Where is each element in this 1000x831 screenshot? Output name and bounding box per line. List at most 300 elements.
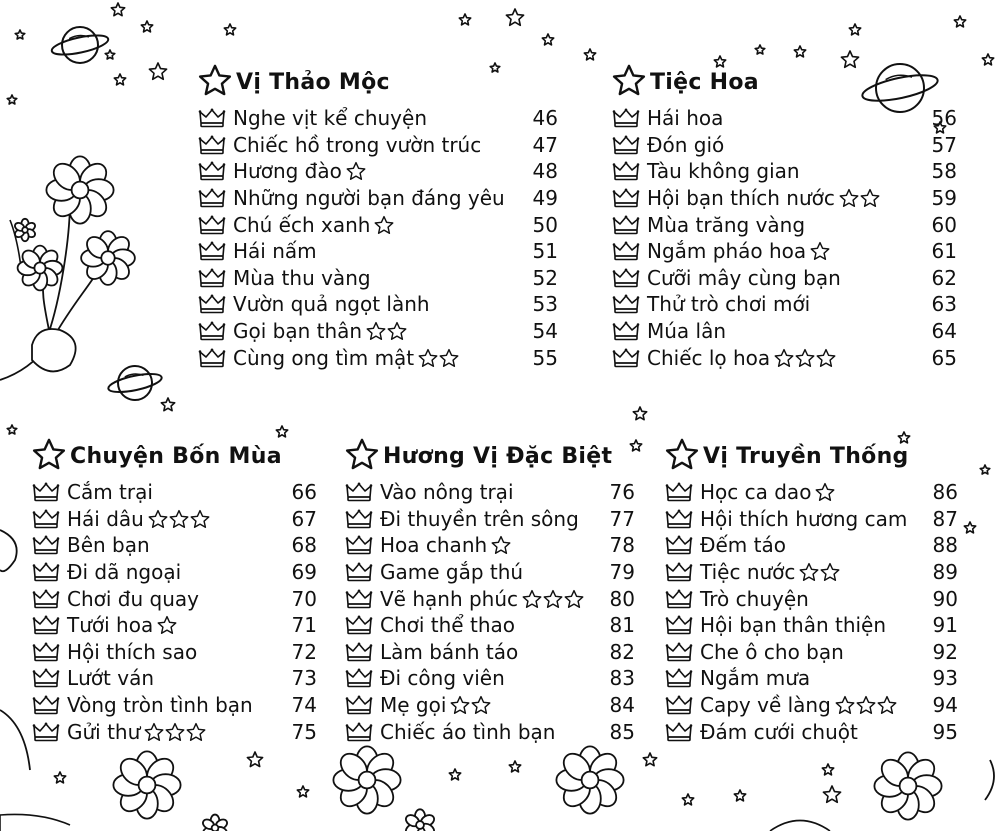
- difficulty-stars: [366, 321, 407, 341]
- crown-icon: [665, 695, 693, 715]
- crown-icon: [32, 695, 60, 715]
- star-icon: [734, 790, 745, 801]
- list-item[interactable]: [665, 479, 958, 506]
- page-number: 55: [532, 345, 558, 370]
- list-item[interactable]: [665, 665, 958, 692]
- list-item[interactable]: [198, 318, 558, 345]
- flower-icon: [18, 246, 63, 291]
- page-number: 87: [932, 506, 958, 531]
- item-title: Chơi đu quay: [67, 586, 199, 611]
- item-title: Nghe vịt kể chuyện: [233, 106, 427, 131]
- page-number: 90: [932, 586, 958, 611]
- star-icon: [169, 509, 189, 529]
- item-title: Những người bạn đáng yêu: [233, 186, 505, 211]
- list-item[interactable]: [345, 718, 635, 745]
- star-icon: [839, 188, 859, 208]
- item-title: Chơi thể thao: [380, 613, 515, 638]
- flower-icon: [81, 231, 135, 285]
- page-number: 57: [931, 132, 957, 157]
- bunny-outline: [0, 710, 30, 770]
- item-title: Đi công viên: [380, 666, 505, 691]
- list-item[interactable]: [665, 585, 958, 612]
- list-item[interactable]: [612, 105, 957, 132]
- list-item[interactable]: [345, 506, 635, 533]
- item-title: Vẽ hạnh phúc: [380, 586, 519, 611]
- list-item[interactable]: [32, 532, 317, 559]
- page-number: 88: [932, 533, 958, 558]
- page-number: 64: [931, 319, 957, 344]
- crown-icon: [32, 482, 60, 502]
- item-title: Hội bạn thân thiện: [700, 613, 887, 638]
- star-icon: [795, 348, 815, 368]
- page-number: 63: [931, 292, 957, 317]
- item-title: Đi thuyền trên sông: [380, 506, 579, 531]
- star-icon: [816, 348, 836, 368]
- star-icon: [823, 786, 840, 802]
- item-title: Gọi bạn thân: [233, 319, 363, 344]
- star-icon: [449, 769, 460, 780]
- star-icon: [643, 753, 656, 766]
- flower-icon: [46, 156, 113, 223]
- item-title: Hương đào: [233, 159, 342, 184]
- page-number: 91: [932, 613, 958, 638]
- item-title: Chú ếch xanh: [233, 212, 371, 237]
- page-number: 58: [931, 159, 957, 184]
- star-icon: [198, 63, 232, 97]
- list-item[interactable]: [345, 665, 635, 692]
- planet-icon: [107, 366, 163, 400]
- list-item[interactable]: [612, 291, 957, 318]
- star-icon: [982, 54, 993, 65]
- star-icon: [665, 437, 699, 475]
- crown-icon: [198, 348, 226, 368]
- item-title: Thử trò chơi mới: [647, 292, 811, 317]
- star-icon: [542, 34, 553, 45]
- item-title: Đi dã ngoại: [67, 560, 182, 585]
- page-number: 80: [609, 586, 635, 611]
- item-title: Bên bạn: [67, 533, 150, 558]
- star-icon: [111, 3, 124, 16]
- crown-icon: [345, 668, 373, 688]
- item-title: Vào nông trại: [380, 480, 514, 505]
- page-number: 82: [609, 639, 635, 664]
- crown-icon: [665, 562, 693, 582]
- list-item[interactable]: [612, 318, 957, 345]
- page-number: 50: [532, 212, 558, 237]
- list-item[interactable]: [32, 559, 317, 586]
- crown-icon: [612, 135, 640, 155]
- flower-icon: [201, 815, 229, 831]
- star-icon: [54, 772, 65, 783]
- item-list: [612, 105, 957, 371]
- star-icon: [522, 589, 542, 609]
- list-item[interactable]: [665, 612, 958, 639]
- list-item[interactable]: [32, 692, 317, 719]
- page-number: 74: [291, 693, 317, 718]
- item-title: Hái nấm: [233, 239, 317, 264]
- item-title: Chiếc áo tình bạn: [380, 719, 556, 744]
- flower-icon: [556, 746, 623, 813]
- star-icon: [439, 348, 459, 368]
- list-item[interactable]: [345, 559, 635, 586]
- star-icon: [450, 695, 470, 715]
- page-number: 61: [931, 239, 957, 264]
- section-vi-truyen-thong: [665, 438, 958, 745]
- item-title: Cắm trại: [67, 480, 153, 505]
- page-number: 66: [291, 480, 317, 505]
- difficulty-stars: [810, 241, 830, 261]
- page-number: 69: [291, 560, 317, 585]
- crown-icon: [345, 695, 373, 715]
- crown-icon: [198, 135, 226, 155]
- star-icon: [633, 407, 646, 420]
- difficulty-stars: [148, 509, 210, 529]
- star-icon: [471, 695, 491, 715]
- star-icon: [157, 615, 177, 635]
- list-item[interactable]: [612, 185, 957, 212]
- crown-icon: [612, 161, 640, 181]
- page-number: 49: [532, 186, 558, 211]
- list-item[interactable]: [612, 238, 957, 265]
- difficulty-stars: [522, 589, 584, 609]
- star-icon: [774, 348, 794, 368]
- crown-icon: [612, 108, 640, 128]
- page-number: 51: [532, 239, 558, 264]
- list-item[interactable]: [32, 639, 317, 666]
- star-icon: [856, 695, 876, 715]
- page-number: 48: [532, 159, 558, 184]
- list-item[interactable]: [198, 105, 558, 132]
- item-title: Tưới hoa: [67, 613, 154, 638]
- star-icon: [543, 589, 563, 609]
- page-number: 85: [609, 719, 635, 744]
- section-title: Vị Truyền Thống: [703, 443, 909, 469]
- crown-icon: [345, 482, 373, 502]
- star-icon: [564, 589, 584, 609]
- crown-icon: [198, 294, 226, 314]
- crown-icon: [345, 562, 373, 582]
- list-item[interactable]: [32, 718, 317, 745]
- flower-icon: [14, 219, 37, 241]
- section-title: Vị Thảo Mộc: [236, 69, 390, 95]
- section-header: [198, 64, 558, 100]
- star-icon: [822, 764, 833, 775]
- difficulty-stars: [157, 615, 177, 635]
- crown-icon: [198, 241, 226, 261]
- page-number: 56: [931, 106, 957, 131]
- page-number: 52: [532, 265, 558, 290]
- item-title: Gửi thư: [67, 719, 141, 744]
- item-title: Học ca dao: [700, 480, 812, 505]
- item-list: [198, 105, 558, 371]
- star-icon: [161, 398, 174, 411]
- list-item[interactable]: [665, 692, 958, 719]
- star-icon: [418, 348, 438, 368]
- list-item[interactable]: [32, 506, 317, 533]
- crown-icon: [198, 268, 226, 288]
- star-icon: [198, 63, 232, 101]
- star-icon: [15, 30, 25, 39]
- star-icon: [964, 522, 975, 533]
- page-number: 72: [291, 639, 317, 664]
- crown-icon: [612, 321, 640, 341]
- item-title: Mùa trăng vàng: [647, 212, 806, 237]
- flower-icon: [874, 752, 941, 819]
- page-number: 93: [932, 666, 958, 691]
- star-icon: [144, 722, 164, 742]
- page-number: 92: [932, 639, 958, 664]
- star-icon: [345, 437, 379, 475]
- item-title: Đón gió: [647, 132, 725, 157]
- star-icon: [165, 722, 185, 742]
- crown-icon: [612, 294, 640, 314]
- list-item[interactable]: [198, 211, 558, 238]
- star-icon: [345, 437, 379, 471]
- page-number: 73: [291, 666, 317, 691]
- page-number: 75: [291, 719, 317, 744]
- item-title: Mẹ gọi: [380, 693, 447, 718]
- star-icon: [387, 321, 407, 341]
- section-chuyen-bon-mua: [32, 438, 317, 745]
- page-number: 46: [532, 106, 558, 131]
- star-icon: [141, 21, 152, 32]
- star-icon: [849, 24, 860, 35]
- star-icon: [346, 161, 366, 181]
- list-item[interactable]: [345, 692, 635, 719]
- page-number: 79: [609, 560, 635, 585]
- page-number: 65: [931, 345, 957, 370]
- star-icon: [374, 215, 394, 235]
- list-item[interactable]: [612, 265, 957, 292]
- crown-icon: [32, 509, 60, 529]
- star-icon: [114, 74, 125, 85]
- star-icon: [491, 535, 511, 555]
- page-number: 89: [932, 560, 958, 585]
- star-icon: [799, 562, 819, 582]
- crown-icon: [345, 615, 373, 635]
- crown-icon: [198, 108, 226, 128]
- item-title: Chiếc lọ hoa: [647, 345, 771, 370]
- item-title: Mùa thu vàng: [233, 265, 371, 290]
- crown-icon: [665, 642, 693, 662]
- section-header: [665, 438, 958, 474]
- star-icon: [509, 761, 520, 772]
- flower-icon: [404, 809, 436, 831]
- page-number: 95: [932, 719, 958, 744]
- planet-icon: [50, 27, 109, 63]
- list-item[interactable]: [198, 185, 558, 212]
- star-icon: [682, 794, 693, 805]
- page-number: 67: [291, 506, 317, 531]
- difficulty-stars: [418, 348, 459, 368]
- section-title: Tiệc Hoa: [650, 69, 759, 95]
- list-item[interactable]: [665, 506, 958, 533]
- page-number: 71: [291, 613, 317, 638]
- item-title: Cưỡi mây cùng bạn: [647, 265, 841, 290]
- star-icon: [366, 321, 386, 341]
- list-item[interactable]: [665, 718, 958, 745]
- crown-icon: [198, 161, 226, 181]
- difficulty-stars: [450, 695, 491, 715]
- difficulty-stars: [374, 215, 394, 235]
- section-tiec-hoa: [612, 64, 957, 371]
- list-item[interactable]: [32, 585, 317, 612]
- list-item[interactable]: [198, 265, 558, 292]
- page-number: 47: [532, 132, 558, 157]
- item-title: Ngắm mưa: [700, 666, 811, 691]
- star-icon: [820, 562, 840, 582]
- flower-icon: [333, 746, 400, 813]
- crown-icon: [32, 562, 60, 582]
- item-title: Tiệc nước: [700, 560, 796, 585]
- item-title: Đếm táo: [700, 533, 786, 558]
- crown-icon: [198, 188, 226, 208]
- star-icon: [7, 425, 17, 434]
- item-title: Chiếc hồ trong vườn trúc: [233, 132, 482, 157]
- star-icon: [794, 46, 805, 57]
- page-number: 76: [609, 480, 635, 505]
- item-title: Cùng ong tìm mật: [233, 345, 415, 370]
- page-number: 70: [291, 586, 317, 611]
- item-list: [665, 479, 958, 745]
- crown-icon: [665, 509, 693, 529]
- crown-icon: [198, 321, 226, 341]
- crown-icon: [665, 668, 693, 688]
- star-icon: [276, 426, 287, 437]
- list-item[interactable]: [345, 532, 635, 559]
- page-number: 81: [609, 613, 635, 638]
- item-title: Che ô cho bạn: [700, 639, 844, 664]
- list-item[interactable]: [345, 612, 635, 639]
- section-title: Chuyện Bốn Mùa: [70, 443, 282, 469]
- crown-icon: [32, 642, 60, 662]
- list-item[interactable]: [612, 344, 957, 371]
- difficulty-stars: [774, 348, 836, 368]
- crown-icon: [612, 215, 640, 235]
- page-number: 77: [609, 506, 635, 531]
- item-title: Hội bạn thích nước: [647, 186, 835, 211]
- star-icon: [459, 14, 470, 25]
- list-item[interactable]: [665, 559, 958, 586]
- star-icon: [860, 188, 880, 208]
- list-item[interactable]: [198, 132, 558, 159]
- list-item[interactable]: [345, 585, 635, 612]
- item-title: Game gắp thú: [380, 560, 524, 585]
- crown-icon: [32, 535, 60, 555]
- star-icon: [32, 437, 66, 471]
- list-item[interactable]: [198, 238, 558, 265]
- star-icon: [105, 50, 115, 59]
- star-icon: [665, 437, 699, 471]
- page-number: 84: [609, 693, 635, 718]
- item-title: Múa lân: [647, 319, 727, 344]
- crown-icon: [612, 268, 640, 288]
- page-number: 60: [931, 212, 957, 237]
- section-title: Hương Vị Đặc Biệt: [383, 443, 613, 469]
- star-icon: [190, 509, 210, 529]
- flower-icon: [113, 751, 180, 818]
- star-icon: [835, 695, 855, 715]
- page-number: 54: [532, 319, 558, 344]
- page-number: 62: [931, 265, 957, 290]
- item-title: Đám cưới chuột: [700, 719, 858, 744]
- list-item[interactable]: [612, 158, 957, 185]
- star-icon: [954, 16, 965, 27]
- crown-icon: [32, 589, 60, 609]
- item-title: Hội thích sao: [67, 639, 198, 664]
- difficulty-stars: [799, 562, 840, 582]
- crown-icon: [665, 722, 693, 742]
- page-number: 68: [291, 533, 317, 558]
- list-item[interactable]: [665, 532, 958, 559]
- crown-icon: [612, 188, 640, 208]
- list-item[interactable]: [612, 132, 957, 159]
- crown-icon: [612, 348, 640, 368]
- item-title: Ngắm pháo hoa: [647, 239, 807, 264]
- crown-icon: [665, 535, 693, 555]
- list-item[interactable]: [612, 211, 957, 238]
- item-title: Hội thích hương cam: [700, 506, 908, 531]
- section-vi-thao-moc: [198, 64, 558, 371]
- crown-icon: [198, 215, 226, 235]
- section-header: [345, 438, 635, 474]
- crown-icon: [345, 722, 373, 742]
- list-item[interactable]: [345, 639, 635, 666]
- item-title: Hái hoa: [647, 106, 724, 131]
- item-title: Vườn quả ngọt lành: [233, 292, 430, 317]
- star-icon: [224, 24, 235, 35]
- list-item[interactable]: [32, 479, 317, 506]
- star-icon: [297, 786, 308, 797]
- crown-icon: [345, 509, 373, 529]
- star-icon: [612, 63, 646, 101]
- item-title: Trò chuyện: [700, 586, 809, 611]
- section-huong-vi-dac-biet: [345, 438, 635, 745]
- list-item[interactable]: [32, 665, 317, 692]
- section-header: [612, 64, 957, 100]
- star-icon: [612, 63, 646, 97]
- difficulty-stars: [839, 188, 880, 208]
- difficulty-stars: [491, 535, 511, 555]
- crown-icon: [32, 722, 60, 742]
- list-item[interactable]: [665, 639, 958, 666]
- list-item[interactable]: [345, 479, 635, 506]
- star-icon: [810, 241, 830, 261]
- star-icon: [247, 752, 262, 767]
- list-item[interactable]: [32, 612, 317, 639]
- star-icon: [584, 49, 595, 60]
- item-list: [32, 479, 317, 745]
- crown-icon: [665, 615, 693, 635]
- page-number: 53: [532, 292, 558, 317]
- crown-icon: [32, 668, 60, 688]
- flower-icon: [985, 760, 994, 800]
- star-icon: [980, 465, 990, 474]
- list-item[interactable]: [198, 158, 558, 185]
- star-icon: [149, 63, 166, 79]
- crown-icon: [612, 241, 640, 261]
- page-number: 94: [932, 693, 958, 718]
- list-item[interactable]: [198, 291, 558, 318]
- crown-icon: [345, 535, 373, 555]
- list-item[interactable]: [198, 344, 558, 371]
- star-icon: [7, 95, 17, 104]
- crown-icon: [32, 615, 60, 635]
- page-number: 86: [932, 480, 958, 505]
- item-title: Capy về làng: [700, 693, 831, 718]
- star-icon: [32, 437, 66, 475]
- difficulty-stars: [346, 161, 366, 181]
